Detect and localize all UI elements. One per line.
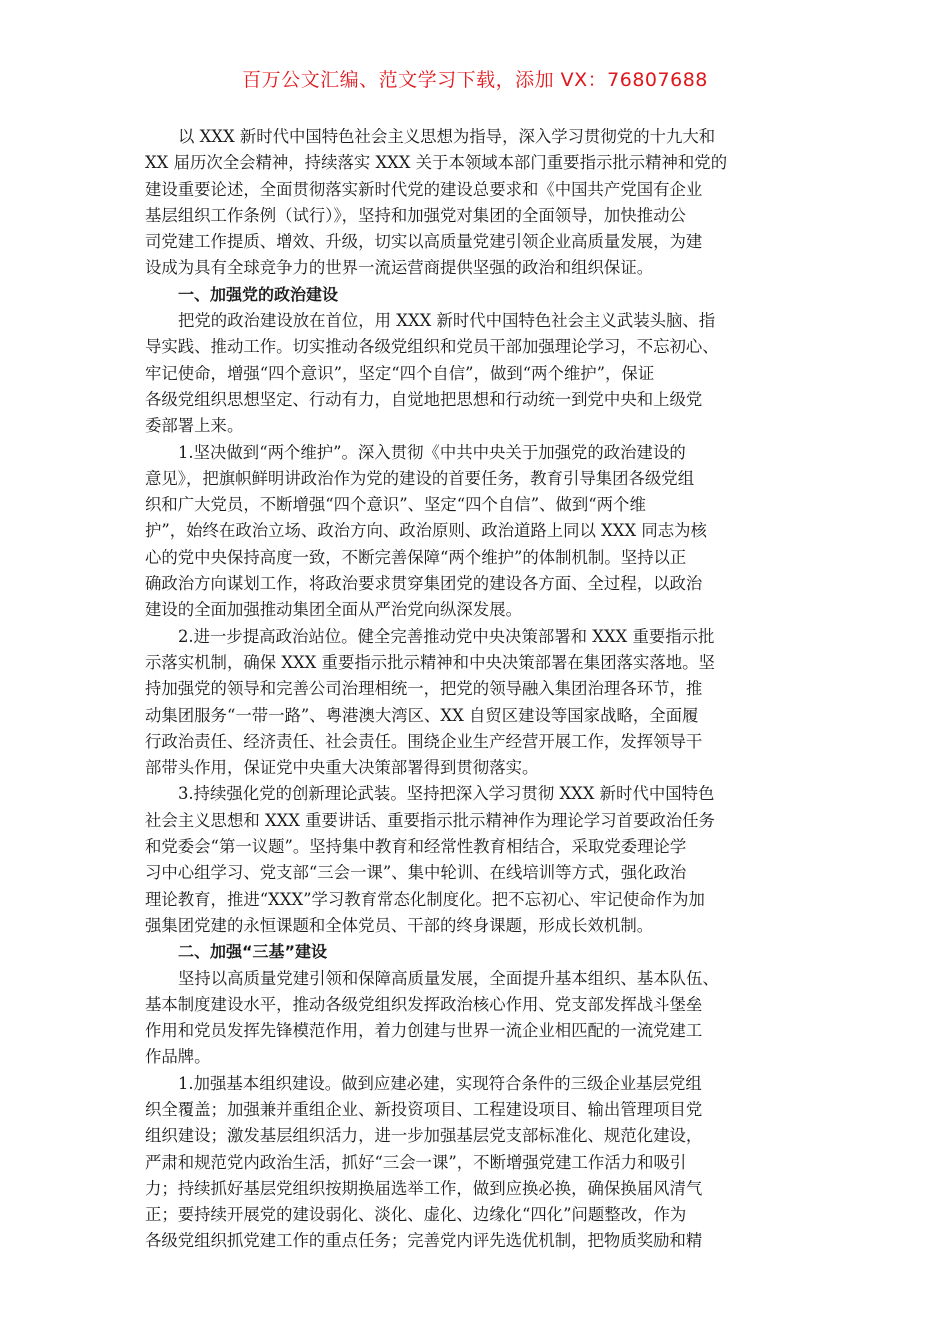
paragraph-line: 动集团服务“一带一路”、粤港澳大湾区、XX 自贸区建设等国家战略，全面履: [145, 705, 699, 725]
paragraph-line: 意见》，把旗帜鲜明讲政治作为党的建设的首要任务，教育引导集团各级党组: [145, 468, 695, 488]
paragraph-line: 基本制度建设水平，推动各级党组织发挥政治核心作用、党支部发挥战斗堡垒: [145, 994, 703, 1014]
paragraph-line: 建设的全面加强推动集团全面从严治党向纵深发展。: [145, 600, 522, 620]
paragraph-line: 1.加强基本组织建设。做到应建必建，实现符合条件的三级企业基层党组: [178, 1073, 702, 1093]
paragraph-line: 设成为具有全球竞争力的世界一流运营商提供坚强的政治和组织保证。: [145, 258, 654, 278]
paragraph-line: 3.持续强化党的创新理论武装。坚持把深入学习贯彻 XXX 新时代中国特色: [178, 784, 715, 804]
paragraph-line: 牢记使命，增强“四个意识”，坚定“四个自信”，做到“两个维护”，保证: [145, 363, 655, 383]
paragraph-line: 行政治责任、经济责任、社会责任。围绕企业生产经营开展工作，发挥领导干: [145, 731, 703, 751]
paragraph-line: 持加强党的领导和完善公司治理相统一，把党的领导融入集团治理各环节，推: [145, 679, 703, 699]
paragraph-line: 织全覆盖；加强兼并重组企业、新投资项目、工程建设项目、输出管理项目党: [145, 1099, 703, 1119]
paragraph-line: 基层组织工作条例（试行）》，坚持和加强党对集团的全面领导，加快推动公: [145, 205, 686, 225]
paragraph-line: 委部署上来。: [145, 416, 244, 436]
paragraph-line: 把党的政治建设放在首位，用 XXX 新时代中国特色社会主义武装头脑、指: [178, 311, 716, 331]
paragraph-line: 强集团党建的永恒课题和全体党员、干部的终身课题，形成长效机制。: [145, 915, 654, 935]
paragraph-line: 2.进一步提高政治站位。健全完善推动党中央决策部署和 XXX 重要指示批: [178, 626, 715, 646]
watermark-banner: 百万公文汇编、范文学习下载，添加 VX：76807688: [242, 69, 708, 91]
paragraph-line: 坚持以高质量党建引领和保障高质量发展，全面提升基本组织、基本队伍、: [178, 968, 719, 988]
section-heading: 一、加强党的政治建设: [178, 284, 339, 304]
paragraph-line: 示落实机制，确保 XXX 重要指示批示精神和中央决策部署在集团落实落地。坚: [145, 652, 715, 672]
paragraph-line: 习中心组学习、党支部“三会一课”、集中轮训、在线培训等方式，强化政治: [145, 863, 687, 883]
paragraph-line: 护”，始终在政治立场、政治方向、政治原则、政治道路上同以 XXX 同志为核: [145, 521, 707, 541]
paragraph-line: 力；持续抓好基层党组织按期换届选举工作，做到应换必换，确保换届风清气: [145, 1178, 703, 1198]
paragraph-line: 以 XXX 新时代中国特色社会主义思想为指导，深入学习贯彻党的十九大和: [178, 127, 716, 146]
paragraph-line: 建设重要论述，全面贯彻落实新时代党的建设总要求和《中国共产党国有企业: [145, 179, 703, 199]
paragraph-line: 导实践、推动工作。切实推动各级党组织和党员干部加强理论学习，不忘初心、: [145, 337, 719, 357]
paragraph-line: 织和广大党员，不断增强“四个意识”、坚定“四个自信”、做到“两个维: [145, 495, 646, 515]
paragraph-line: 确政治方向谋划工作，将政治要求贯穿集团党的建设各方面、全过程，以政治: [145, 574, 703, 594]
document-body: [145, 124, 811, 1255]
paragraph-line: 理论教育，推进“XXX”学习教育常态化制度化。把不忘初心、牢记使命作为加: [145, 889, 705, 909]
paragraph-line: 司党建工作提质、增效、升级，切实以高质量党建引领企业高质量发展，为建: [145, 232, 703, 252]
paragraph-line: 心的党中央保持高度一致，不断完善保障“两个维护”的体制机制。坚持以正: [145, 547, 687, 567]
paragraph-line: XX 届历次全会精神，持续落实 XXX 关于本领域本部门重要指示批示精神和党的: [145, 153, 728, 173]
paragraph-line: 和党委会“第一议题”。坚持集中教育和经常性教育相结合，采取党委理论学: [145, 837, 687, 857]
paragraph-line: 作用和党员发挥先锋模范作用，着力创建与世界一流企业相匹配的一流党建工: [145, 1021, 703, 1041]
paragraph-line: 严肃和规范党内政治生活，抓好“三会一课”，不断增强党建工作活力和吸引: [145, 1152, 687, 1172]
paragraph-line: 部带头作用，保证党中央重大决策部署得到贯彻落实。: [145, 758, 539, 778]
section-heading: 二、加强“三基”建设: [178, 942, 328, 962]
paragraph-line: 正；要持续开展党的建设弱化、淡化、虚化、边缘化“四化”问题整改，作为: [145, 1205, 687, 1225]
paragraph-line: 1.坚决做到“两个维护”。深入贯彻《中共中央关于加强党的政治建设的: [178, 442, 686, 462]
paragraph-line: 各级党组织抓党建工作的重点任务；完善党内评先选优机制，把物质奖励和精: [145, 1231, 703, 1251]
paragraph-line: 组织建设；激发基层组织活力，进一步加强基层党支部标准化、规范化建设，: [145, 1126, 703, 1146]
paragraph-line: 作品牌。: [145, 1047, 211, 1067]
paragraph-line: 社会主义思想和 XXX 重要讲话、重要指示批示精神作为理论学习首要政治任务: [145, 810, 715, 830]
paragraph-line: 各级党组织思想坚定、行动有力，自觉地把思想和行动统一到党中央和上级党: [145, 389, 703, 409]
